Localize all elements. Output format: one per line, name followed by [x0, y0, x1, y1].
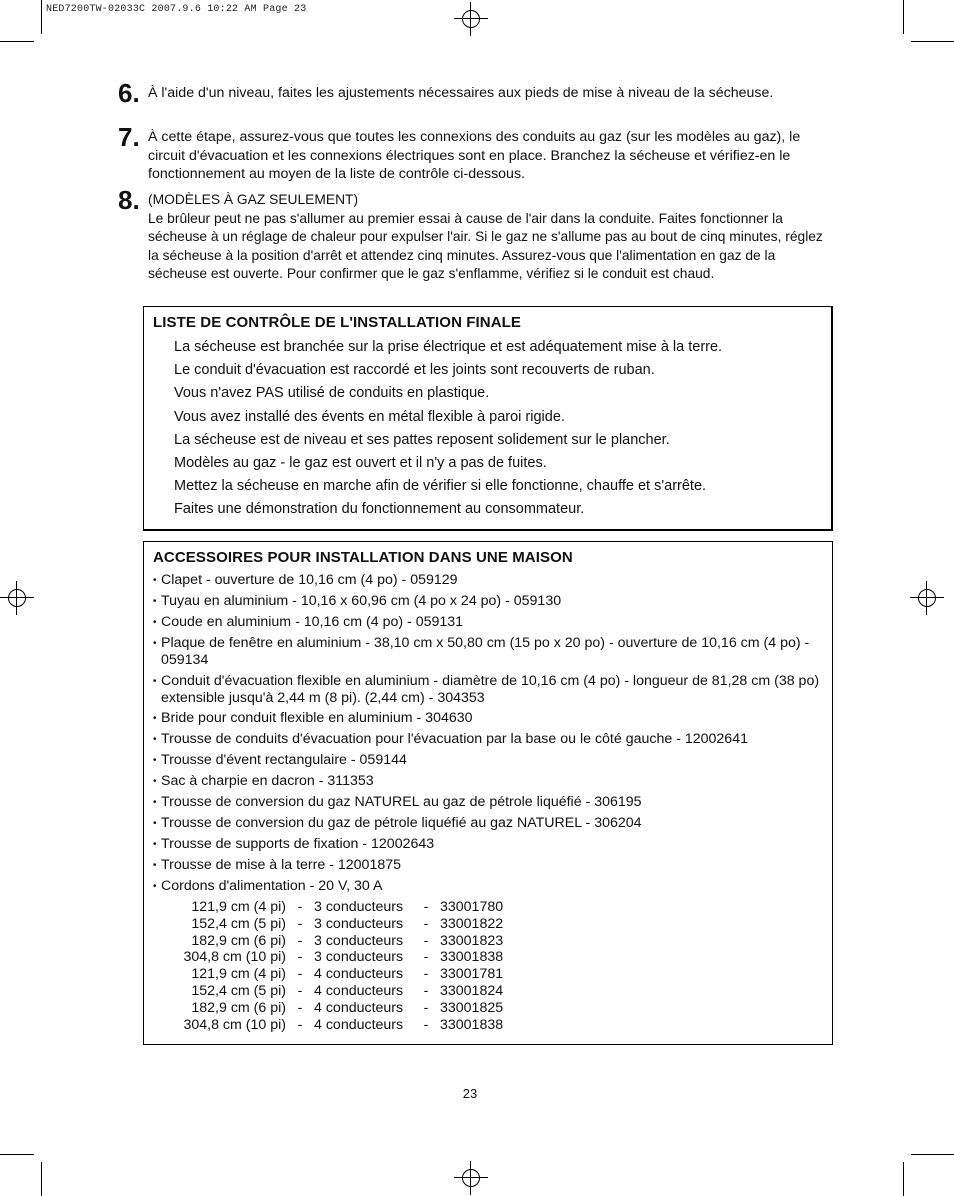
separator: -	[297, 932, 303, 949]
cord-length: 304,8 cm (10 pi)	[183, 949, 286, 966]
step-number: 7.	[118, 122, 140, 152]
cord-conductors: 4 conducteurs	[314, 999, 404, 1016]
cord-part-number: 33001838	[440, 949, 504, 966]
cord-length: 304,8 cm (10 pi)	[183, 1016, 286, 1033]
cord-conductors: 3 conducteurs	[314, 949, 404, 966]
registration-mark	[910, 581, 944, 615]
bullet: •	[153, 880, 157, 892]
step-text: À l'aide d'un niveau, faites les ajustements nécessaires aux pieds de mise à niveau de la sécheuse.	[148, 85, 774, 101]
cord-length: 182,9 cm (6 pi)	[191, 999, 286, 1016]
accessories-title: ACCESSOIRES POUR INSTALLATION DANS UNE MAISON	[153, 549, 573, 566]
print-slug: NED7200TW-02033C 2007.9.6 10:22 AM Page 23	[46, 4, 307, 15]
separator: -	[297, 966, 303, 983]
accessory-text: Trousse de conduits d'évacuation pour l'évacuation par la base ou le côté gauche - 12002641	[161, 731, 748, 748]
cord-part-number: 33001780	[440, 899, 504, 915]
checklist-item: Modèles au gaz - le gaz est ouvert et il n'y a pas de fuites.	[174, 454, 547, 471]
checklist-items	[174, 338, 722, 524]
crop-mark	[41, 0, 42, 34]
accessory-text: Conduit d'évacuation flexible en aluminium - diamètre de 10,16 cm (4 po) - longueur de 81,28 cm (38 po) extensible jusqu'à 2,44 m (8 pi). (2,44 cm) - 304353	[161, 672, 820, 706]
step-number: 8.	[118, 185, 140, 215]
separator: -	[297, 999, 303, 1016]
table-row	[164, 916, 520, 933]
cord-part-number: 33001838	[440, 1016, 504, 1033]
accessory-item	[153, 710, 825, 727]
bullet: •	[153, 797, 157, 809]
accessory-text: Tuyau en aluminium - 10,16 x 60,96 cm (4 po x 24 po) - 059130	[161, 592, 562, 609]
checklist-item: Vous avez installé des évents en métal flexible à paroi rigide.	[174, 408, 565, 425]
table-row	[164, 1017, 520, 1034]
bullet: •	[153, 817, 157, 829]
separator: -	[423, 966, 429, 983]
cord-part-number: 33001825	[440, 999, 504, 1016]
bullet: •	[153, 755, 157, 767]
bullet: •	[153, 575, 157, 586]
step-6	[118, 78, 830, 108]
cord-length: 182,9 cm (6 pi)	[191, 932, 286, 949]
accessory-item	[153, 593, 825, 610]
accessory-item	[153, 614, 825, 631]
separator: -	[297, 982, 303, 999]
separator: -	[423, 899, 429, 915]
cord-conductors: 4 conducteurs	[314, 966, 404, 983]
accessory-text: Trousse de mise à la terre - 12001875	[161, 856, 402, 873]
table-row	[164, 1000, 520, 1017]
accessory-text: Trousse de supports de fixation - 12002643	[161, 835, 435, 852]
separator: -	[297, 915, 303, 932]
accessory-item	[153, 836, 825, 853]
cord-length: 152,4 cm (5 pi)	[191, 982, 286, 999]
cord-length: 121,9 cm (4 pi)	[191, 966, 286, 983]
bullet: •	[153, 734, 157, 746]
accessory-item	[153, 752, 825, 769]
table-row	[164, 899, 520, 916]
cord-conductors: 3 conducteurs	[314, 932, 404, 949]
bullet: •	[153, 637, 157, 649]
accessories-box	[143, 541, 833, 1045]
step-7	[118, 122, 830, 184]
registration-mark	[454, 1161, 488, 1195]
separator: -	[423, 949, 429, 966]
step-text: Le brûleur peut ne pas s'allumer au premier essai à cause de l'air dans la conduite. Faites fonctionner la sécheuse à un réglage de chaleur pour expulser l'air. Si le gaz ne s'allume pas au bout de cinq minutes, réglez la sécheuse à la position d'arrêt et attendez cinq minutes. Assurez-vous que l'alimentation en gaz de la sécheuse est ouverte. Pour confirmer que le gaz s'enflamme, vérifiez si le conduit est chaud.	[148, 210, 823, 281]
bullet: •	[153, 838, 157, 850]
accessory-item	[153, 731, 825, 748]
separator: -	[423, 1016, 429, 1033]
crop-mark	[0, 1154, 34, 1155]
accessories-list	[153, 572, 825, 898]
crop-mark	[911, 1154, 954, 1155]
checklist-box	[143, 306, 833, 531]
separator: -	[297, 949, 303, 966]
separator: -	[423, 999, 429, 1016]
bullet: •	[153, 675, 157, 687]
separator: -	[423, 932, 429, 949]
cord-conductors: 4 conducteurs	[314, 1016, 404, 1033]
bullet: •	[153, 859, 157, 871]
step-text: À cette étape, assurez-vous que toutes les connexions des conduits au gaz (sur les modèles au gaz), le circuit d'évacuation et les connexions électriques sont en place. Branchez la sécheuse et vérifiez-en le fonctionnement au moyen de la liste de contrôle ci-dessous.	[148, 129, 801, 182]
bullet: •	[153, 595, 157, 607]
checklist-item: Faites une démonstration du fonctionnement au consommateur.	[174, 501, 585, 518]
table-row	[164, 949, 520, 966]
page-number: 23	[462, 1086, 478, 1101]
table-row	[164, 966, 520, 983]
accessory-item	[153, 794, 825, 811]
accessory-item	[153, 673, 825, 707]
accessory-item	[153, 815, 825, 832]
accessory-item	[153, 572, 825, 589]
cord-length: 121,9 cm (4 pi)	[191, 899, 286, 915]
crop-mark	[41, 1162, 42, 1196]
accessory-item	[153, 857, 825, 874]
separator: -	[297, 1016, 303, 1033]
registration-mark	[454, 2, 488, 36]
accessory-item	[153, 773, 825, 790]
cord-part-number: 33001822	[440, 915, 504, 932]
cord-conductors: 3 conducteurs	[314, 915, 404, 932]
separator: -	[297, 899, 303, 915]
table-row	[164, 933, 520, 950]
checklist-item: Mettez la sécheuse en marche afin de vérifier si elle fonctionne, chauffe et s'arrête.	[174, 478, 707, 495]
cord-part-number: 33001781	[440, 966, 504, 983]
crop-mark	[0, 41, 34, 42]
separator: -	[423, 915, 429, 932]
checklist-item: Le conduit d'évacuation est raccordé et les joints sont recouverts de ruban.	[174, 362, 655, 379]
bullet: •	[153, 776, 157, 788]
accessory-item	[153, 635, 825, 669]
crop-mark	[903, 0, 904, 34]
crop-mark	[903, 1162, 904, 1196]
cord-conductors: 4 conducteurs	[314, 982, 404, 999]
checklist-item: La sécheuse est de niveau et ses pattes reposent solidement sur le plancher.	[174, 431, 670, 448]
accessory-text: Bride pour conduit flexible en aluminium - 304630	[161, 710, 473, 727]
accessory-text: Cordons d'alimentation - 20 V, 30 A	[161, 877, 383, 894]
cord-conductors: 3 conducteurs	[314, 899, 404, 915]
checklist-title: LISTE DE CONTRÔLE DE L'INSTALLATION FINALE	[153, 314, 522, 331]
accessory-text: Trousse de conversion du gaz de pétrole liquéfié au gaz NATUREL - 306204	[161, 814, 642, 831]
accessory-text: Trousse d'évent rectangulaire - 059144	[161, 752, 407, 769]
crop-mark	[911, 41, 954, 42]
bullet: •	[153, 616, 157, 628]
accessory-text: Coude en aluminium - 10,16 cm (4 po) - 059131	[161, 613, 464, 630]
checklist-item: La sécheuse est branchée sur la prise électrique et est adéquatement mise à la terre.	[174, 339, 723, 355]
accessory-text: Plaque de fenêtre en aluminium - 38,10 cm x 50,80 cm (15 po x 20 po) - ouverture de 10,16 cm (4 po) - 059134	[161, 634, 810, 668]
checklist-item: Vous n'avez PAS utilisé de conduits en plastique.	[174, 385, 490, 402]
power-cord-table	[164, 899, 520, 1033]
separator: -	[423, 982, 429, 999]
step-heading: (MODÈLES À GAZ SEULEMENT)	[148, 192, 359, 207]
accessory-text: Trousse de conversion du gaz NATUREL au gaz de pétrole liquéfié - 306195	[161, 794, 642, 811]
registration-mark	[0, 581, 34, 615]
cord-part-number: 33001823	[440, 932, 504, 949]
step-8	[118, 185, 830, 284]
cord-length: 152,4 cm (5 pi)	[191, 915, 286, 932]
step-number: 6.	[118, 78, 140, 108]
accessory-text: Clapet - ouverture de 10,16 cm (4 po) - 059129	[161, 572, 458, 588]
table-row	[164, 983, 520, 1000]
bullet: •	[153, 713, 157, 725]
cord-part-number: 33001824	[440, 982, 504, 999]
accessory-text: Sac à charpie en dacron - 311353	[161, 773, 374, 790]
accessory-item	[153, 878, 825, 895]
